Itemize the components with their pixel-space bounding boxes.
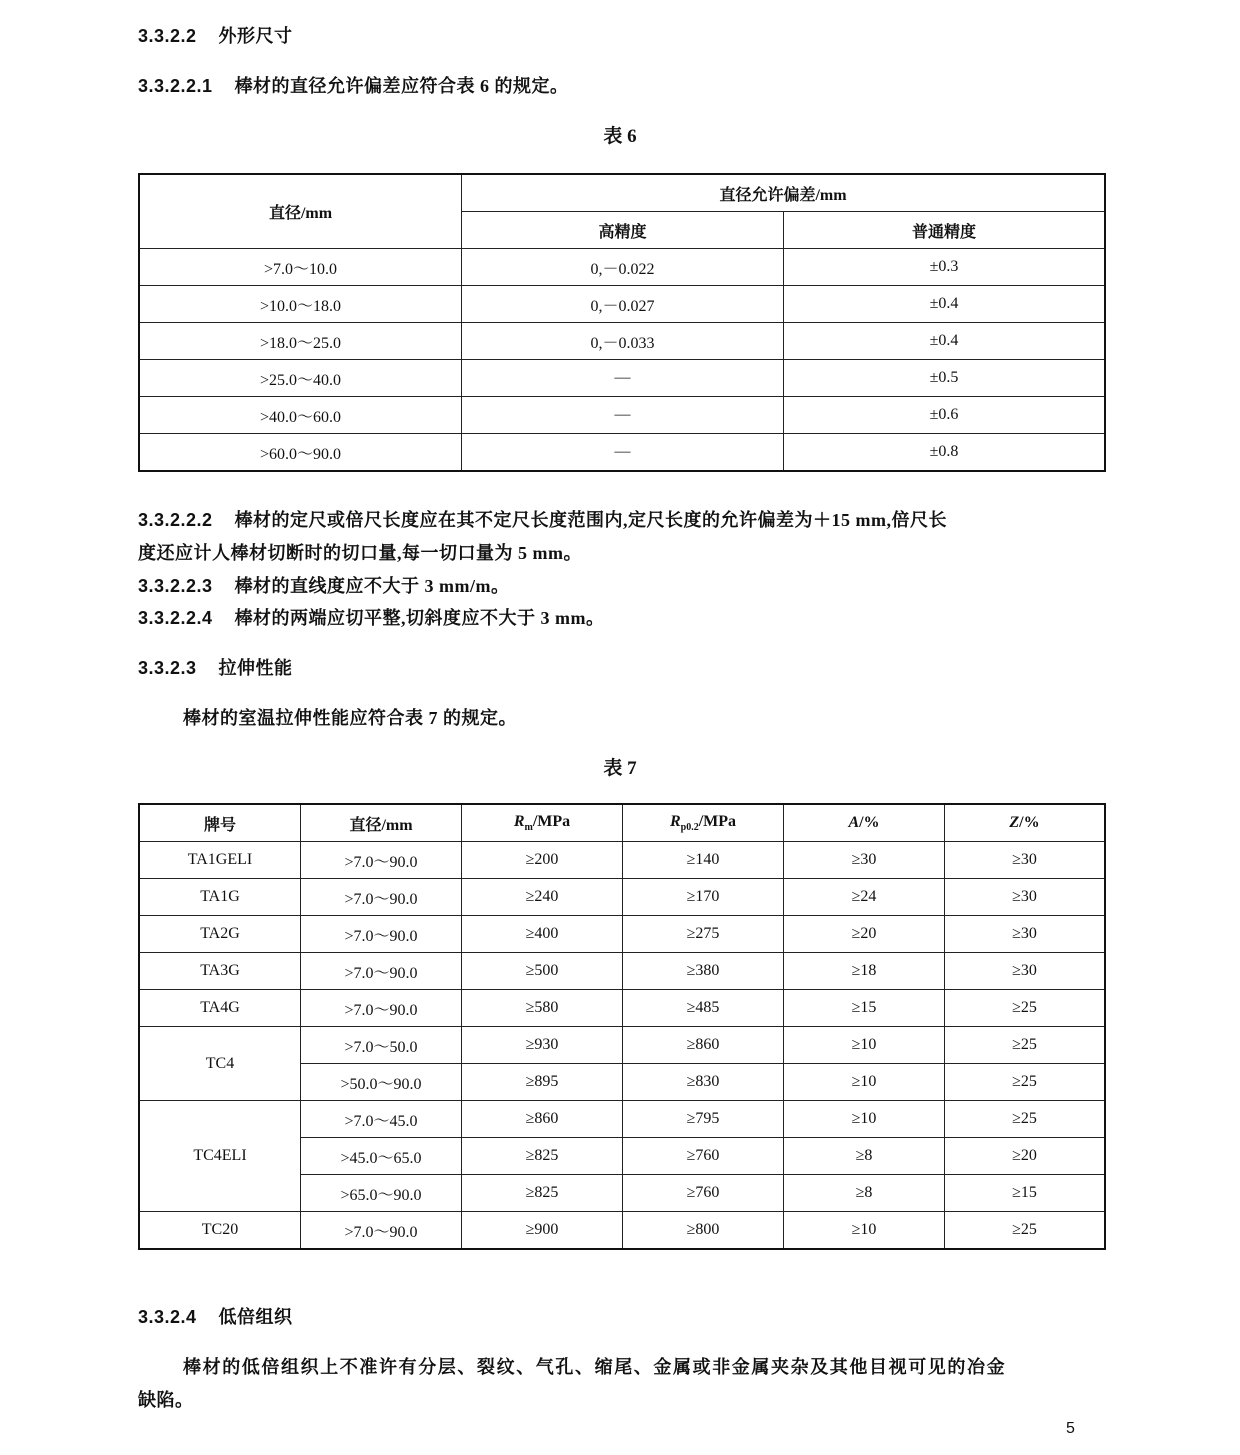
paragraph: 棒材的室温拉伸性能应符合表 7 的规定。 xyxy=(183,708,517,728)
cell-elongation: ≥20 xyxy=(784,916,945,953)
cell-diameter: >45.0～65.0 xyxy=(301,1138,462,1175)
cell-normal-precision: ±0.5 xyxy=(784,360,1106,397)
header-reduction xyxy=(945,804,1106,842)
header-elongation xyxy=(784,804,945,842)
cell-rm: ≥900 xyxy=(462,1212,623,1250)
cell-rp02: ≥485 xyxy=(623,990,784,1027)
cell-rm: ≥500 xyxy=(462,953,623,990)
rm-subscript: m xyxy=(524,822,533,834)
table-row xyxy=(139,434,1105,472)
cell-diameter: >7.0～90.0 xyxy=(301,953,462,990)
cell-reduction: ≥25 xyxy=(945,1064,1106,1101)
table-row xyxy=(139,323,1105,360)
cell-rp02: ≥860 xyxy=(623,1027,784,1064)
cell-diameter: >40.0～60.0 xyxy=(139,397,462,434)
cell-elongation: ≥15 xyxy=(784,990,945,1027)
cell-reduction: ≥15 xyxy=(945,1175,1106,1212)
cell-diameter: >10.0～18.0 xyxy=(139,286,462,323)
clause-text: 棒材的两端应切平整,切斜度应不大于 3 mm。 xyxy=(234,608,605,628)
rm-unit: /MPa xyxy=(532,812,571,830)
cell-reduction: ≥25 xyxy=(945,1027,1106,1064)
cell-reduction: ≥30 xyxy=(945,953,1106,990)
table-7 xyxy=(138,803,1106,1250)
header-tolerance: 直径允许偏差/mm xyxy=(462,174,1106,212)
clause xyxy=(138,72,569,98)
header-normal-precision: 普通精度 xyxy=(784,212,1106,249)
cell-grade: TC4 xyxy=(139,1027,301,1101)
cell-diameter: >7.0～45.0 xyxy=(301,1101,462,1138)
table-row xyxy=(139,397,1105,434)
cell-reduction: ≥25 xyxy=(945,990,1106,1027)
cell-rm: ≥825 xyxy=(462,1138,623,1175)
section-number: 3.3.2.2 xyxy=(138,26,197,46)
cell-elongation: ≥8 xyxy=(784,1175,945,1212)
cell-elongation: ≥8 xyxy=(784,1138,945,1175)
cell-elongation: ≥10 xyxy=(784,1212,945,1250)
cell-diameter: >18.0～25.0 xyxy=(139,323,462,360)
cell-rp02: ≥275 xyxy=(623,916,784,953)
table7-caption: 表 7 xyxy=(603,758,637,779)
clause-continuation: 度还应计人棒材切断时的切口量,每一切口量为 5 mm。 xyxy=(138,543,582,563)
cell-rm: ≥400 xyxy=(462,916,623,953)
section-heading xyxy=(138,1303,293,1329)
cell-diameter: >7.0～90.0 xyxy=(301,916,462,953)
cell-reduction: ≥20 xyxy=(945,1138,1106,1175)
cell-normal-precision: ±0.4 xyxy=(784,286,1106,323)
cell-diameter: >7.0～10.0 xyxy=(139,249,462,286)
table-row xyxy=(139,1212,1105,1250)
cell-rm: ≥860 xyxy=(462,1101,623,1138)
clause-number: 3.3.2.2.1 xyxy=(138,76,213,96)
header-rp02 xyxy=(623,804,784,842)
cell-grade: TA1GELI xyxy=(139,842,301,879)
cell-grade: TA3G xyxy=(139,953,301,990)
table-row xyxy=(139,842,1105,879)
header-diameter: 直径/mm xyxy=(301,804,462,842)
cell-high-precision: 0,－0.027 xyxy=(462,286,784,323)
cell-diameter: >7.0～90.0 xyxy=(301,990,462,1027)
header-diameter: 直径/mm xyxy=(139,174,462,249)
cell-elongation: ≥18 xyxy=(784,953,945,990)
cell-grade: TA1G xyxy=(139,879,301,916)
rp-symbol: R xyxy=(669,812,681,830)
cell-elongation: ≥10 xyxy=(784,1027,945,1064)
cell-reduction: ≥30 xyxy=(945,842,1106,879)
section-title: 低倍组织 xyxy=(218,1307,293,1327)
section-title: 外形尺寸 xyxy=(218,26,293,46)
cell-rp02: ≥760 xyxy=(623,1138,784,1175)
cell-diameter: >7.0～90.0 xyxy=(301,842,462,879)
cell-high-precision: — xyxy=(462,434,784,472)
table-row xyxy=(139,1027,1105,1064)
cell-diameter: >65.0～90.0 xyxy=(301,1175,462,1212)
cell-rp02: ≥760 xyxy=(623,1175,784,1212)
cell-normal-precision: ±0.4 xyxy=(784,323,1106,360)
cell-rp02: ≥140 xyxy=(623,842,784,879)
table-row xyxy=(139,953,1105,990)
cell-grade: TC20 xyxy=(139,1212,301,1250)
cell-elongation: ≥10 xyxy=(784,1064,945,1101)
cell-rm: ≥895 xyxy=(462,1064,623,1101)
cell-reduction: ≥30 xyxy=(945,916,1106,953)
section-title: 拉伸性能 xyxy=(218,658,293,678)
header-high-precision: 高精度 xyxy=(462,212,784,249)
table-row xyxy=(139,360,1105,397)
table-row xyxy=(139,1101,1105,1138)
cell-high-precision: 0,－0.022 xyxy=(462,249,784,286)
cell-reduction: ≥25 xyxy=(945,1212,1106,1250)
table-6 xyxy=(138,173,1106,472)
rm-symbol: R xyxy=(513,812,525,830)
z-unit: /% xyxy=(1019,814,1040,831)
page-number: 5 xyxy=(1066,1420,1075,1437)
section-number: 3.3.2.4 xyxy=(138,1307,197,1327)
section-heading xyxy=(138,22,293,48)
cell-rp02: ≥800 xyxy=(623,1212,784,1250)
a-unit: /% xyxy=(859,814,880,831)
z-symbol: Z xyxy=(1009,814,1020,831)
cell-elongation: ≥10 xyxy=(784,1101,945,1138)
cell-high-precision: — xyxy=(462,360,784,397)
clause-number: 3.3.2.2.3 xyxy=(138,576,213,596)
cell-rp02: ≥795 xyxy=(623,1101,784,1138)
cell-diameter: >25.0～40.0 xyxy=(139,360,462,397)
table6-caption: 表 6 xyxy=(603,126,637,147)
clause xyxy=(138,572,510,598)
rp-unit: /MPa xyxy=(698,812,737,830)
cell-diameter: >50.0～90.0 xyxy=(301,1064,462,1101)
cell-diameter: >60.0～90.0 xyxy=(139,434,462,472)
cell-high-precision: 0,－0.033 xyxy=(462,323,784,360)
cell-diameter: >7.0～90.0 xyxy=(301,879,462,916)
header-rm xyxy=(462,804,623,842)
cell-normal-precision: ±0.6 xyxy=(784,397,1106,434)
a-symbol: A xyxy=(848,814,860,831)
cell-elongation: ≥24 xyxy=(784,879,945,916)
cell-rm: ≥930 xyxy=(462,1027,623,1064)
clause-text: 棒材的直径允许偏差应符合表 6 的规定。 xyxy=(234,76,569,96)
cell-rp02: ≥380 xyxy=(623,953,784,990)
clause-text: 棒材的直线度应不大于 3 mm/m。 xyxy=(234,576,510,596)
paragraph-continuation: 缺陷。 xyxy=(138,1390,194,1410)
table-row xyxy=(139,990,1105,1027)
cell-elongation: ≥30 xyxy=(784,842,945,879)
table-row xyxy=(139,249,1105,286)
clause xyxy=(138,604,605,630)
clause-number: 3.3.2.2.4 xyxy=(138,608,213,628)
clause-number: 3.3.2.2.2 xyxy=(138,510,213,530)
cell-grade: TA2G xyxy=(139,916,301,953)
clause-text: 棒材的定尺或倍尺长度应在其不定尺长度范围内,定尺长度的允许偏差为＋15 mm,倍尺长 xyxy=(234,510,948,530)
rp-subscript: p0.2 xyxy=(680,822,699,834)
cell-rm: ≥580 xyxy=(462,990,623,1027)
paragraph: 棒材的低倍组织上不准许有分层、裂纹、气孔、缩尾、金属或非金属夹杂及其他目视可见的冶金 xyxy=(183,1357,1007,1377)
cell-grade: TC4ELI xyxy=(139,1101,301,1212)
cell-reduction: ≥30 xyxy=(945,879,1106,916)
cell-rp02: ≥170 xyxy=(623,879,784,916)
section-number: 3.3.2.3 xyxy=(138,658,197,678)
cell-normal-precision: ±0.3 xyxy=(784,249,1106,286)
cell-grade: TA4G xyxy=(139,990,301,1027)
section-heading xyxy=(138,654,293,680)
cell-high-precision: — xyxy=(462,397,784,434)
table-row xyxy=(139,879,1105,916)
table-row xyxy=(139,286,1105,323)
cell-normal-precision: ±0.8 xyxy=(784,434,1106,472)
clause xyxy=(138,506,947,532)
cell-rm: ≥825 xyxy=(462,1175,623,1212)
table-row xyxy=(139,916,1105,953)
cell-rp02: ≥830 xyxy=(623,1064,784,1101)
cell-diameter: >7.0～90.0 xyxy=(301,1212,462,1250)
cell-reduction: ≥25 xyxy=(945,1101,1106,1138)
cell-diameter: >7.0～50.0 xyxy=(301,1027,462,1064)
cell-rm: ≥240 xyxy=(462,879,623,916)
header-grade: 牌号 xyxy=(139,804,301,842)
cell-rm: ≥200 xyxy=(462,842,623,879)
